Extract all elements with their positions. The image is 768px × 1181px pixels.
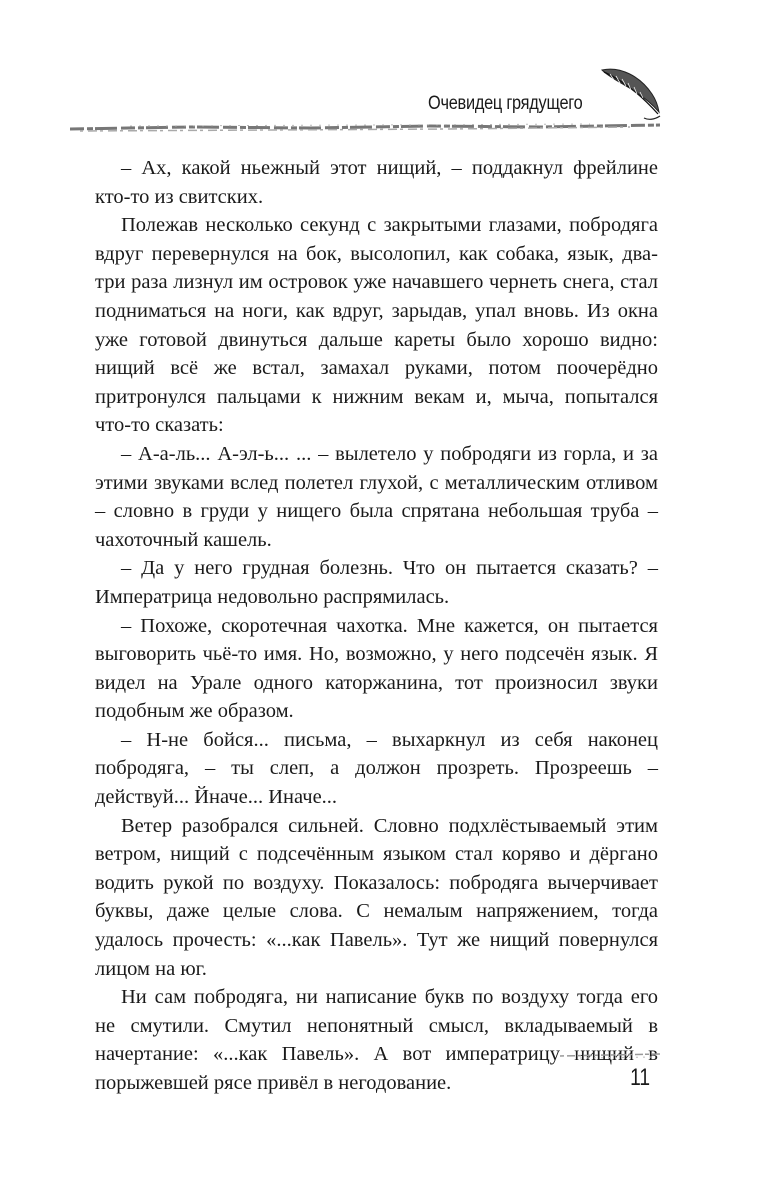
paragraph: Ни сам побродяга, ни написание букв по воздуху тогда его не смутили. Смутил непонятный смысл, вкладываемый в начертание: «...как Павель». А вот императрицу нищий в порыжевшей рясе привёл в негодование. [95, 986, 658, 1094]
page-number: 11 [630, 1064, 650, 1091]
header-divider [70, 115, 660, 137]
running-header-title: Очевидец грядущего [428, 93, 583, 114]
paragraph: – А-а-ль... А-эл-ь... ... – вылетело у побродяги из горла, и за этими звуками вслед полетел глухой, с металлическим отливом – словно в груди у нищего была спрятана небольшая труба – чахоточный кашель. [95, 442, 658, 551]
paragraph: – Похоже, скоротечная чахотка. Мне кажется, он пытается выговорить чьё-то имя. Но, возможно, у него подсечён язык. Я видел на Урале одного каторжанина, тот произносил звуки подобным же образом. [95, 614, 658, 723]
paragraph: – Н-не бойся... письма, – выхаркнул из себя наконец побродяга, – ты слеп, а должон прозреть. Прозреешь – действуй... Йначе... Иначе... [95, 728, 658, 809]
paragraph: Полежав несколько секунд с закрытыми глазами, побродяга вдруг перевернулся на бок, высолопил, как собака, язык, два-три раза лизнул им островок уже начавшего чернеть снега, стал подниматься на ноги, как вдруг, зарыдав, упал вновь. Из окна уже готовой двинуться дальше кареты было хорошо видно: нищий всё же встал, замахал руками, потом поочерёдно притронулся пальцами к нижним векам и, мыча, попытался что-то сказать: [95, 214, 658, 437]
paragraph: Ветер разобрался сильней. Словно подхлёстываемый этим ветром, нищий с подсечённым языком стал коряво и дёргано водить рукой по воздуху. Показалось: побродяга вычерчивает буквы, даже целые слова. С немалым напряжением, тогда удалось прочесть: «...как Павель». Тут же нищий повернулся лицом на юг. [95, 814, 658, 980]
body-text [95, 154, 658, 1098]
page-number-divider [560, 1048, 660, 1062]
paragraph: – Да у него грудная болезнь. Что он пытается сказать? – Императрица недовольно распрямилась. [95, 557, 658, 608]
paragraph: – Ах, какой ньежный этот нищий, – поддакнул фрейлине кто-то из свитских. [95, 157, 658, 208]
